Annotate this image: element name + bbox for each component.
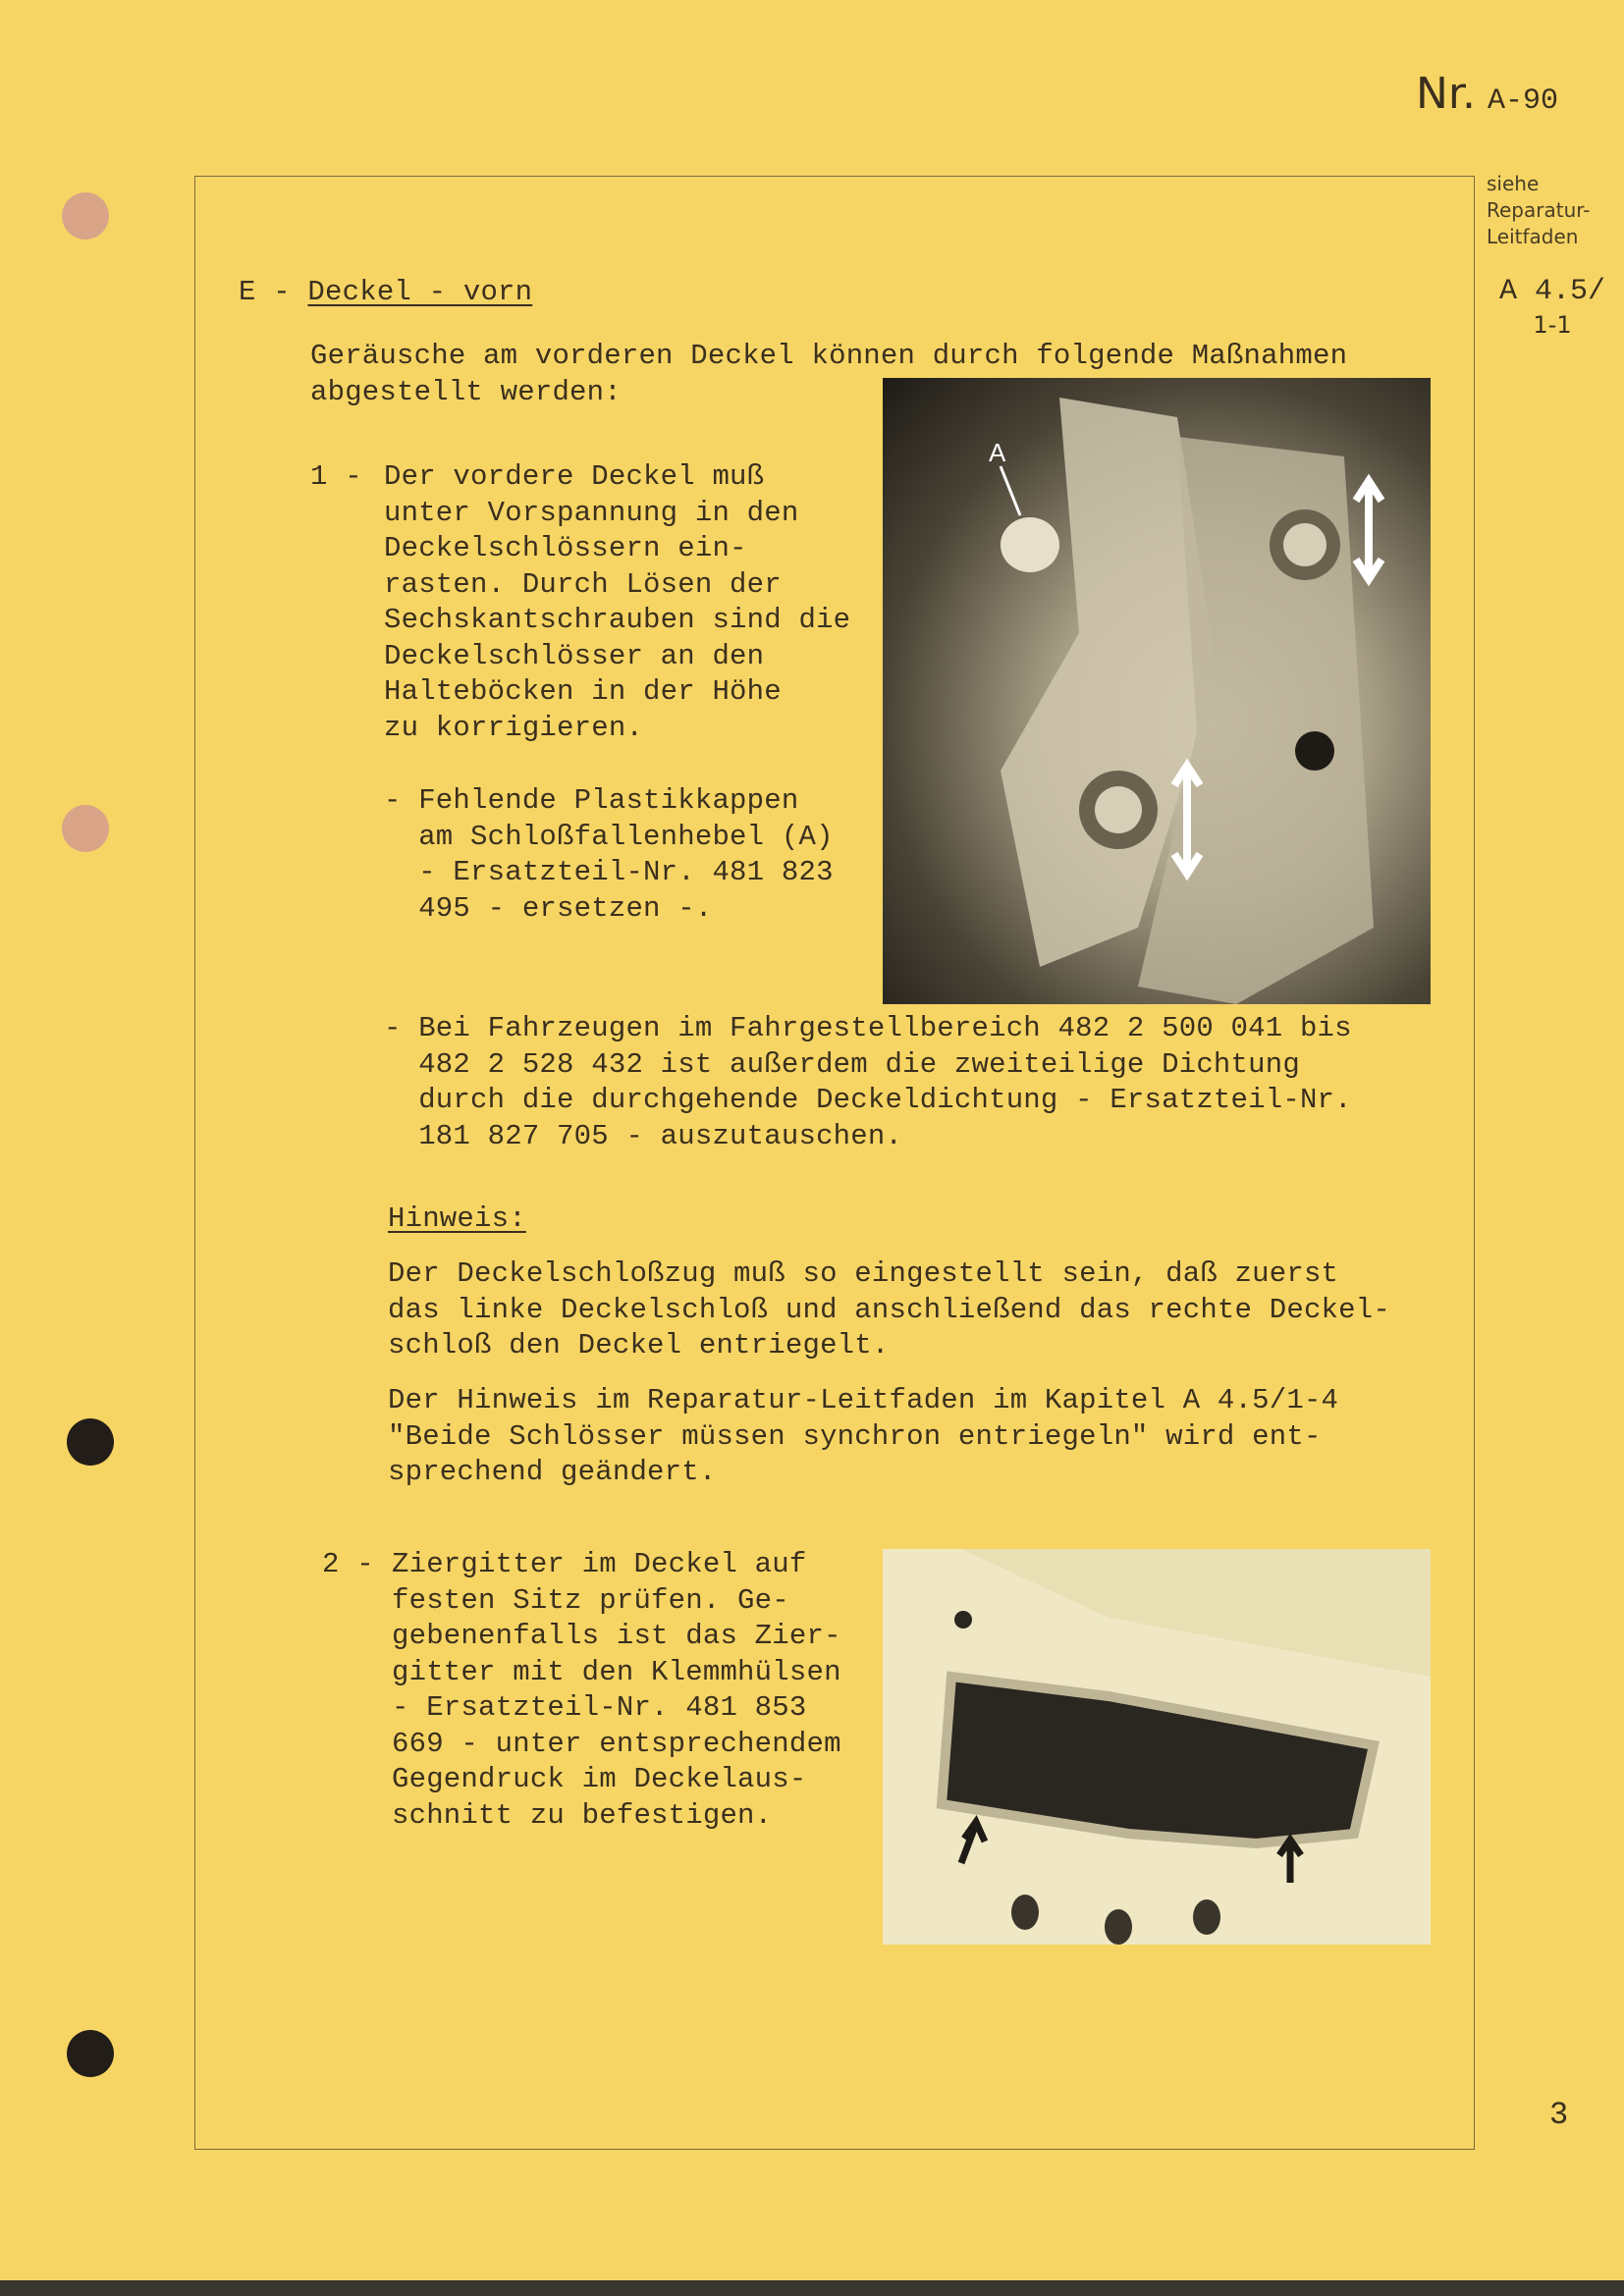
punch-hole <box>67 2030 114 2077</box>
hood-lock-illustration <box>883 378 1431 1004</box>
heading-title: Deckel - vorn <box>307 276 533 308</box>
text-line: Deckelschlössern ein- <box>384 532 747 564</box>
sidebar-reference <box>1487 171 1590 250</box>
document-number <box>1416 69 1558 119</box>
ref-line: 1-1 <box>1533 311 1572 339</box>
text-line: Deckelschlösser an den <box>384 639 765 672</box>
punch-hole <box>67 1418 114 1466</box>
nr-label: Nr. <box>1416 69 1476 119</box>
text-line: gitter mit den Klemmhülsen <box>392 1655 841 1688</box>
see-line: Leitfaden <box>1487 225 1579 248</box>
text-line: 669 - unter entsprechendem <box>392 1727 841 1760</box>
page-number: 3 <box>1549 2097 1569 2133</box>
photo-hood-lock <box>883 378 1431 1004</box>
text-line: - Ersatzteil-Nr. 481 823 <box>384 856 834 888</box>
text-line: Halteböcken in der Höhe <box>384 675 782 708</box>
text-line: - Ersatzteil-Nr. 481 853 <box>392 1691 807 1724</box>
text-line: Sechskantschrauben sind die <box>384 604 851 636</box>
bullet-plastic-caps <box>384 783 834 927</box>
grille-illustration <box>883 1549 1431 1945</box>
text-line: 495 - ersetzen -. <box>384 891 713 925</box>
text-line: gebenenfalls ist das Zier- <box>392 1620 841 1652</box>
nr-value: A-90 <box>1487 84 1558 118</box>
text-line: Geräusche am vorderen Deckel können durch folgende Maßnahmen <box>310 340 1348 372</box>
text-line: schnitt zu befestigen. <box>392 1798 773 1832</box>
photo-grille <box>883 1549 1431 1945</box>
text-line: Ziergitter im Deckel auf <box>392 1548 807 1580</box>
text-line: unter Vorspannung in den <box>384 496 799 529</box>
punch-hole <box>62 192 109 240</box>
scan-edge <box>0 2280 1624 2296</box>
text-line: 181 827 705 - auszutauschen. <box>384 1119 903 1152</box>
note-paragraph-2 <box>388 1383 1338 1491</box>
see-line: siehe <box>1487 172 1540 195</box>
bullet-chassis-range <box>384 1011 1352 1154</box>
item2-text <box>392 1547 841 1834</box>
note-paragraph-1 <box>388 1256 1390 1364</box>
text-line: rasten. Durch Lösen der <box>384 567 782 601</box>
sidebar-chapter-ref <box>1498 275 1606 342</box>
text-line: das linke Deckelschloß und anschließend das rechte Deckel- <box>388 1293 1390 1326</box>
text-line: abgestellt werden: <box>310 375 622 408</box>
punch-hole <box>62 805 109 852</box>
item-number: 2 - <box>322 1548 374 1580</box>
text-line: am Schloßfallenhebel (A) <box>384 820 834 853</box>
text-line: - Fehlende Plastikkappen <box>384 784 799 817</box>
item-number: 1 - <box>310 460 362 493</box>
text-line: "Beide Schlösser müssen synchron entriegeln" wird ent- <box>388 1419 1322 1453</box>
see-line: Reparatur- <box>1487 198 1591 222</box>
note-heading: Hinweis: <box>388 1202 526 1235</box>
text-line: Der Hinweis im Reparatur-Leitfaden im Kapitel A 4.5/1-4 <box>388 1384 1339 1416</box>
item1-text <box>384 459 850 746</box>
text-line: durch die durchgehende Deckeldichtung - Ersatzteil-Nr. <box>384 1084 1352 1116</box>
heading-prefix: E - <box>239 276 308 308</box>
photo-label-a: A <box>989 438 1006 467</box>
text-line: festen Sitz prüfen. Ge- <box>392 1583 789 1617</box>
text-line: 482 2 528 432 ist außerdem die zweiteilige Dichtung <box>384 1047 1300 1081</box>
text-line: Gegendruck im Deckelaus- <box>392 1763 807 1795</box>
section-heading <box>239 275 532 311</box>
text-line: sprechend geändert. <box>388 1456 717 1488</box>
text-line: Der vordere Deckel muß <box>384 460 765 493</box>
text-line: - Bei Fahrzeugen im Fahrgestellbereich 482 2 500 041 bis <box>384 1012 1352 1044</box>
text-line: zu korrigieren. <box>384 711 644 744</box>
text-line: Der Deckelschloßzug muß so eingestellt sein, daß zuerst <box>388 1257 1339 1290</box>
text-line: schloß den Deckel entriegelt. <box>388 1329 890 1362</box>
ref-line: A 4.5/ <box>1498 275 1606 308</box>
